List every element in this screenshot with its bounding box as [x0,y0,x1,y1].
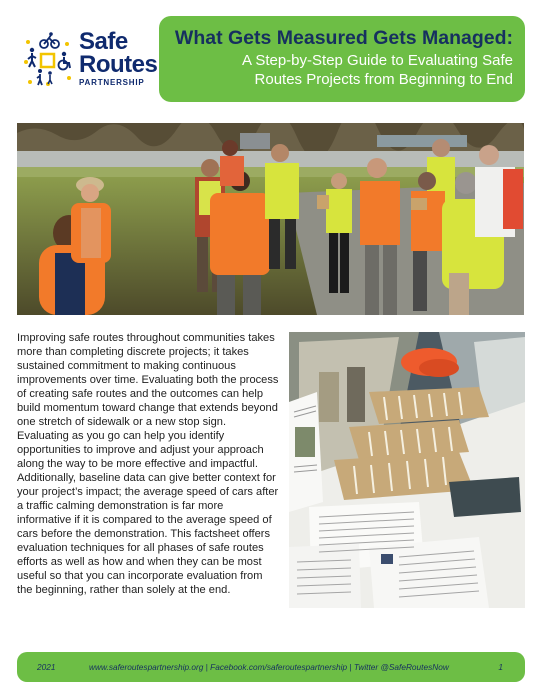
logo-figures-icon [22,32,74,88]
footer-links[interactable]: www.saferoutespartnership.org | Facebook.com/saferoutespartnership | Twitter @SafeRoutesNow [89,662,449,672]
materials-table-image [289,332,525,608]
logo-line-routes: Routes [79,51,158,78]
title-banner [159,16,525,102]
intro-paragraph: Improving safe routes throughout communities takes more than completing discrete projects; it takes sustained commitment to making continuous improvements over time. Evaluating both the process of creating safe routes and the outcomes can help build momentum toward change that extends beyond one stretch of sidewalk or a new stop sign. Evaluating as you go can help you identify opportunities to improve and adjust your approach along the way to be more effective and impactful. Additionally, baseline data can give better context for your project’s impact; the average speed of cars after a traffic calming demonstration is far more informative if it is compared to the average speed of cars before the demonstration. This factsheet offers evaluation techniques for all phases of safe routes efforts as well as how and when they can be most useful so that you can incorporate evaluation from the beginning, rather than solely at the end. [17,332,279,596]
subtitle-line-1: A Step-by-Step Guide to Evaluating Safe [241,52,513,69]
page-subtitle [169,51,513,89]
safe-routes-logo [22,28,158,92]
group-photo-image [17,123,524,315]
logo-line-safe: Safe [79,28,128,55]
materials-table-photo [289,332,525,608]
page-title: What Gets Measured Gets Managed: [174,27,513,49]
page-number: 1 [498,662,503,672]
footer-year: 2021 [37,662,56,672]
subtitle-line-2: Routes Projects from Beginning to End [254,71,513,88]
logo-wordmark [79,30,157,87]
group-photo [17,123,524,315]
logo-line-partnership: PARTNERSHIP [79,78,145,87]
page-footer [17,652,525,682]
